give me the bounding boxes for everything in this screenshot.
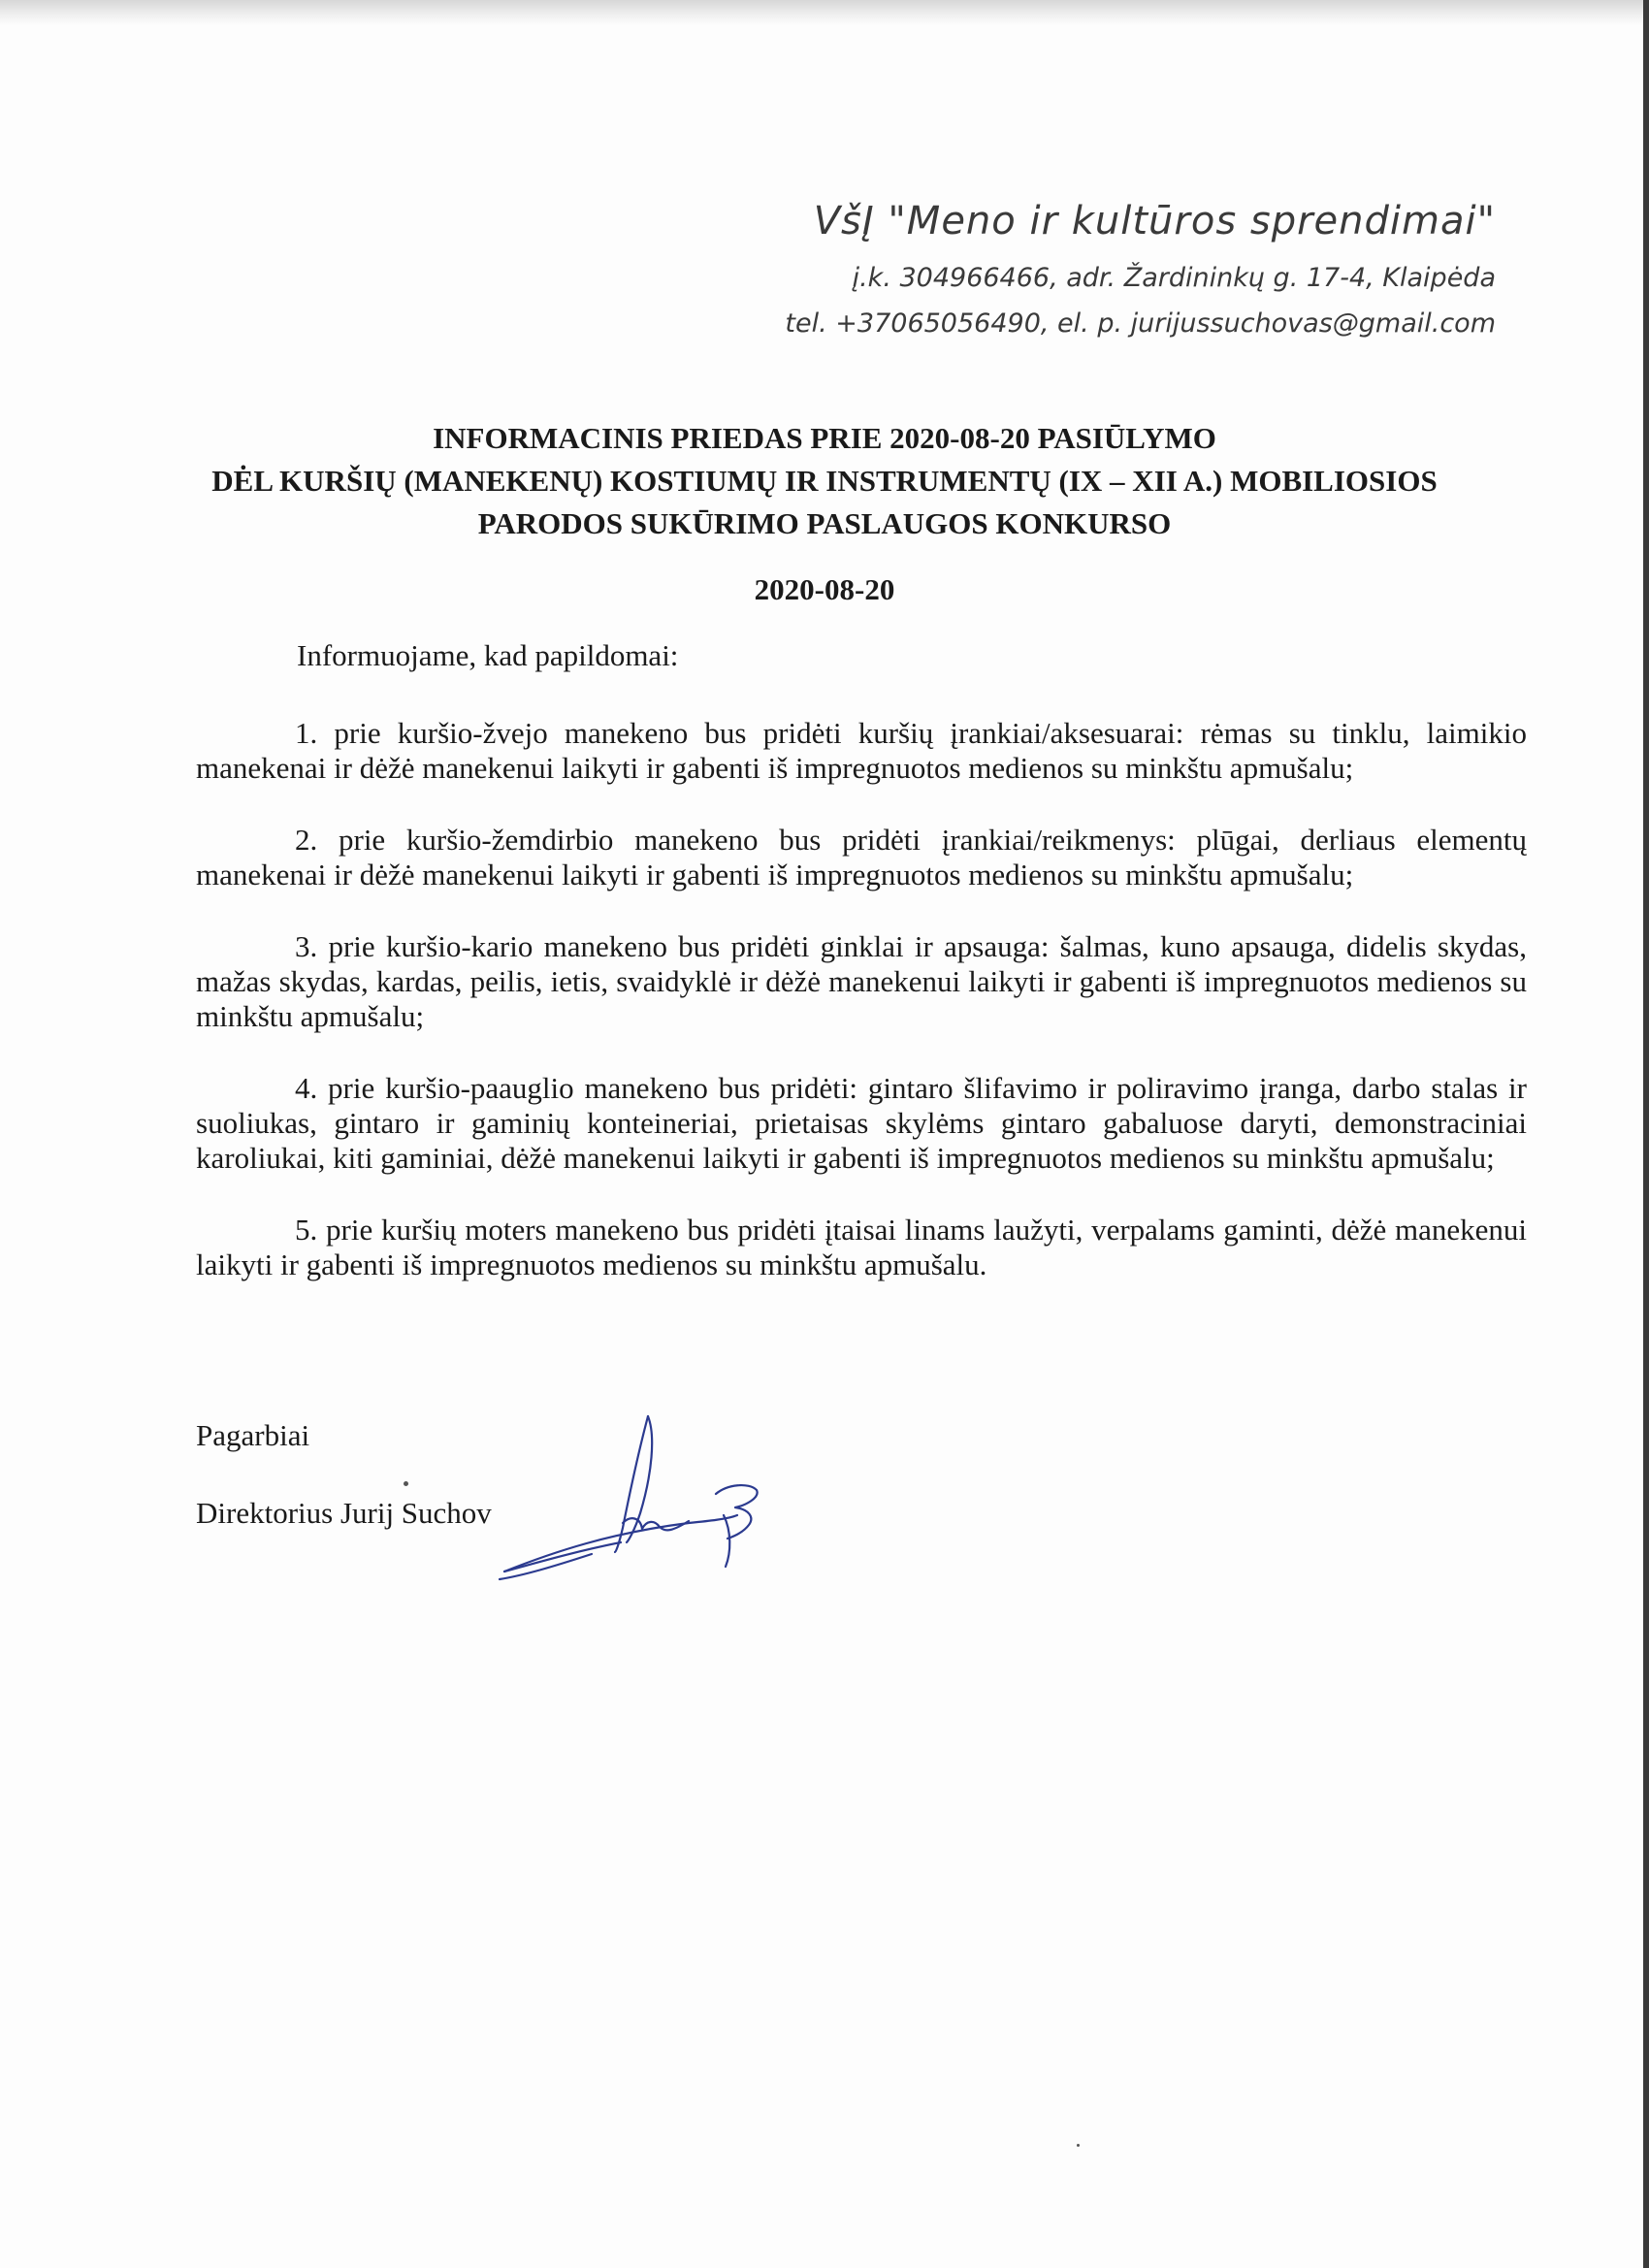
scan-edge-right: [1643, 0, 1649, 2268]
list-item: 4. prie kuršio-paauglio manekeno bus pridėti: gintaro šlifavimo ir poliravimo įranga, darbo stalas ir suoliukas, gintaro ir gaminių konteineriai, prietaisas skylėms gintaro gabaluose daryti, demonstraciniai karoliukai, kiti gaminiai, dėžė manekenui laikyti ir gabenti iš impregnuotos medienos su minkštu apmušalu;: [196, 1071, 1527, 1175]
title-line-1: INFORMACINIS PRIEDAS PRIE 2020-08-20 PASIŪLYMO: [433, 421, 1216, 455]
document-title: [175, 417, 1474, 545]
list-item: 3. prie kuršio-kario manekeno bus pridėti ginklai ir apsauga: šalmas, kuno apsauga, didelis skydas, mažas skydas, kardas, peilis, ietis, svaidyklė ir dėžė manekenui laikyti ir gabenti iš impregnuotos medienos su minkštu apmušalu;: [196, 929, 1527, 1033]
scan-speck: [1077, 2144, 1080, 2147]
title-line-3: PARODOS SUKŪRIMO PASLAUGOS KONKURSO: [477, 506, 1172, 540]
title-line-2: DĖL KURŠIŲ (MANEKENŲ) KOSTIUMŲ IR INSTRUMENTŲ (IX – XII A.) MOBILIOSIOS: [211, 464, 1438, 498]
letterhead: [623, 199, 1496, 354]
list-item: 2. prie kuršio-žemdirbio manekeno bus pridėti įrankiai/reikmenys: plūgai, derliaus elementų manekenai ir dėžė manekenui laikyti ir gabenti iš impregnuotos medienos su minkštu apmušalu;: [196, 823, 1527, 891]
list-item: 1. prie kuršio-žvejo manekeno bus pridėti kuršių įrankiai/aksesuarai: rėmas su tinklu, laimikio manekenai ir dėžė manekenui laikyti ir gabenti iš impregnuotos medienos su minkštu apmušalu;: [196, 716, 1527, 785]
closing-text: Pagarbiai: [196, 1418, 310, 1452]
items-list: [196, 716, 1527, 1319]
scan-speck: [404, 1481, 408, 1486]
signature: [495, 1407, 776, 1591]
letterhead-code-address: į.k. 304966466, adr. Žardininkų g. 17-4, Klaipėda: [852, 263, 1496, 293]
intro-text: Informuojame, kad papildomai:: [297, 638, 679, 672]
list-item: 5. prie kuršių moters manekeno bus pridėti įtaisai linams laužyti, verpalams gaminti, dėžė manekenui laikyti ir gabenti iš impregnuotos medienos su minkštu apmušalu.: [196, 1213, 1527, 1281]
letterhead-contacts: tel. +37065056490, el. p. jurijussuchovas@gmail.com: [785, 308, 1496, 339]
signer-name: Direktorius Jurij Suchov: [196, 1496, 492, 1530]
document-date: 2020-08-20: [754, 572, 895, 606]
letterhead-organization: VšĮ "Meno ir kultūros sprendimai": [813, 199, 1496, 243]
scan-edge-top: [0, 0, 1649, 25]
